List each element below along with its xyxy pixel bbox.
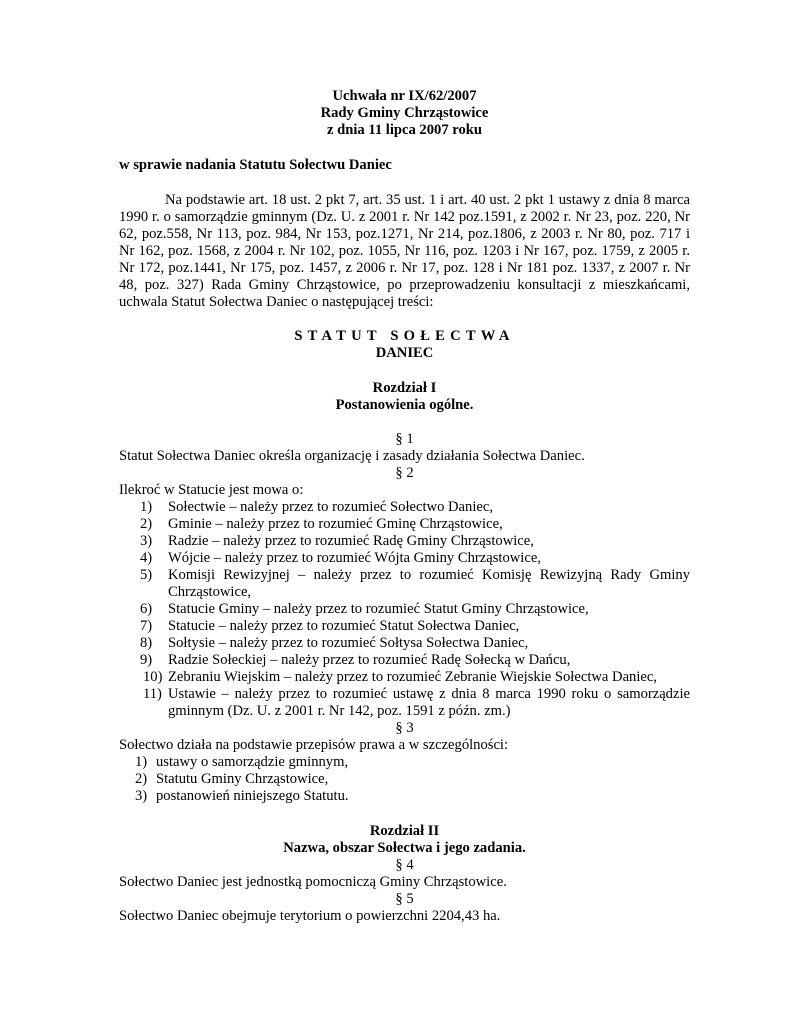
list-item-text: postanowień niniejszego Statutu. bbox=[156, 788, 349, 804]
list-item-number: 3) bbox=[140, 533, 153, 549]
section-2-mark: § 2 bbox=[395, 465, 414, 481]
list-item bbox=[119, 499, 690, 516]
list-item-text: Wójcie – należy przez to rozumieć Wójta Gminy Chrząstowice, bbox=[168, 550, 541, 566]
section-3-lead: Sołectwo działa na podstawie przepisów prawa a w szczególności: bbox=[119, 737, 509, 753]
list-item-number: 4) bbox=[140, 550, 153, 566]
list-item bbox=[119, 516, 690, 533]
list-item-number: 1) bbox=[140, 499, 153, 515]
section-2-lead: Ilekroć w Statucie jest mowa o: bbox=[119, 482, 304, 498]
resolution-number: Uchwała nr IX/62/2007 bbox=[332, 88, 477, 104]
section-1-text: Statut Sołectwa Daniec określa organizację i zasady działania Sołectwa Daniec. bbox=[119, 448, 585, 464]
list-item-number: 7) bbox=[140, 618, 153, 634]
list-item-number: 2) bbox=[135, 771, 148, 787]
list-item-number: 6) bbox=[140, 601, 153, 617]
list-item bbox=[119, 771, 690, 788]
list-item bbox=[119, 601, 690, 618]
legal-sources-list bbox=[119, 754, 690, 805]
list-item bbox=[119, 618, 690, 635]
list-item bbox=[119, 567, 690, 601]
chapter-2-subtitle: Nazwa, obszar Sołectwa i jego zadania. bbox=[283, 840, 526, 856]
list-item-text: Sołtysie – należy przez to rozumieć Sołtysa Sołectwa Daniec, bbox=[168, 635, 529, 651]
chapter-2-title: Rozdział II bbox=[369, 823, 440, 839]
list-item-number: 11) bbox=[143, 686, 162, 702]
list-item-number: 3) bbox=[135, 788, 148, 804]
list-item bbox=[119, 550, 690, 567]
resolution-header bbox=[119, 88, 690, 139]
list-item-number: 1) bbox=[135, 754, 148, 770]
list-item-text: Statucie – należy przez to rozumieć Statut Sołectwa Daniec, bbox=[168, 618, 520, 634]
council-name: Rady Gminy Chrząstowice bbox=[320, 105, 489, 121]
list-item-text: Ustawie – należy przez to rozumieć ustawę z dnia 8 marca 1990 roku o samorządzie gminnym (Dz. U. z 2001 r. Nr 142, poz. 1591 z późn. zm.) bbox=[168, 686, 690, 719]
section-4-text: Sołectwo Daniec jest jednostką pomocniczą Gminy Chrząstowice. bbox=[119, 874, 507, 890]
list-item bbox=[119, 754, 690, 771]
statute-name: DANIEC bbox=[375, 345, 434, 361]
list-item bbox=[119, 635, 690, 652]
section-3-mark: § 3 bbox=[395, 720, 414, 736]
list-item bbox=[119, 686, 690, 720]
list-item-number: 2) bbox=[140, 516, 153, 532]
section-5-text: Sołectwo Daniec obejmuje terytorium o powierzchni 2204,43 ha. bbox=[119, 908, 501, 924]
list-item-text: ustawy o samorządzie gminnym, bbox=[156, 754, 349, 770]
document-content bbox=[119, 88, 690, 925]
list-item-text: Komisji Rewizyjnej – należy przez to rozumieć Komisję Rewizyjną Rady Gminy Chrząstowice, bbox=[168, 567, 690, 600]
section-5-mark: § 5 bbox=[395, 891, 414, 907]
list-item-text: Radzie – należy przez to rozumieć Radę Gminy Chrząstowice, bbox=[168, 533, 534, 549]
list-item-number: 10) bbox=[143, 669, 163, 685]
section-4-mark: § 4 bbox=[395, 857, 414, 873]
list-item-number: 8) bbox=[140, 635, 153, 651]
list-item bbox=[119, 788, 690, 805]
list-item bbox=[119, 652, 690, 669]
list-item-text: Radzie Sołeckiej – należy przez to rozumieć Radę Sołecką w Dańcu, bbox=[168, 652, 571, 668]
resolution-subject: w sprawie nadania Statutu Sołectwu Daniec bbox=[119, 157, 392, 173]
list-item-text: Gminie – należy przez to rozumieć Gminę Chrząstowice, bbox=[168, 516, 503, 532]
list-item-text: Statucie Gminy – należy przez to rozumieć Statut Gminy Chrząstowice, bbox=[168, 601, 589, 617]
list-item-number: 9) bbox=[140, 652, 153, 668]
list-item-number: 5) bbox=[140, 567, 153, 583]
list-item-text: Zebraniu Wiejskim – należy przez to rozumieć Zebranie Wiejskie Sołectwa Daniec, bbox=[168, 669, 658, 685]
chapter-1-title: Rozdział I bbox=[372, 380, 437, 396]
definitions-list bbox=[119, 499, 690, 720]
section-1-mark: § 1 bbox=[395, 431, 414, 447]
legal-basis-paragraph: Na podstawie art. 18 ust. 2 pkt 7, art. 35 ust. 1 i art. 40 ust. 2 pkt 1 ustawy z dnia 8 marca 1990 r. o samorządzie gminnym (Dz. U. z 2001 r. Nr 142 poz.1591, z 2002 r. Nr 23, poz. 220, Nr 62, poz.558, Nr 113, poz. 984, Nr 153, poz.1271, Nr 214, poz.1806, z 2003 r. Nr 80, poz. 717 i Nr 162, poz. 1568, z 2004 r. Nr 102, poz. 1055, Nr 116, poz. 1203 i Nr 167, poz. 1759, z 2005 r. Nr 172, poz.1441, Nr 175, poz. 1457, z 2006 r. Nr 17, poz. 128 i Nr 181 poz. 1337, z 2007 r. Nr 48, poz. 327) Rada Gminy Chrząstowice, po przeprowadzeniu konsultacji z mieszkańcami, uchwala Statut Sołectwa Daniec o następującej treści: bbox=[119, 192, 690, 310]
statute-title: STATUT SOŁECTWA bbox=[294, 328, 515, 344]
list-item-text: Statutu Gminy Chrząstowice, bbox=[156, 771, 329, 787]
chapter-1-subtitle: Postanowienia ogólne. bbox=[335, 397, 474, 413]
resolution-date: z dnia 11 lipca 2007 roku bbox=[326, 122, 483, 138]
list-item-text: Sołectwie – należy przez to rozumieć Sołectwo Daniec, bbox=[168, 499, 493, 515]
list-item bbox=[119, 533, 690, 550]
list-item bbox=[119, 669, 690, 686]
